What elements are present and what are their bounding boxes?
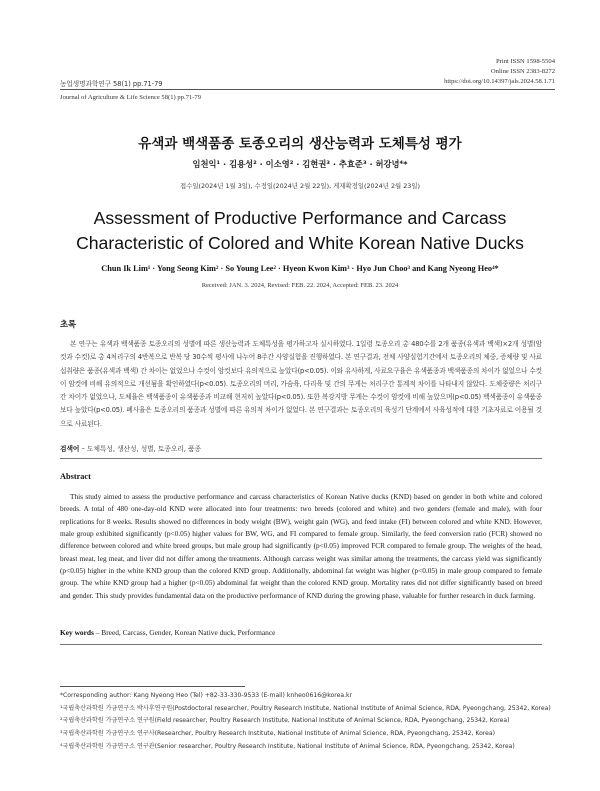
footnote-affiliation-1: ¹국립축산과학원 가금연구소 박사후연구원(Postdoctoral researcher, Poultry Research Institute, National Institute of Animal Science, RDA, Pyeongchang, 25342, Korea) (60, 704, 551, 712)
english-abstract: This study aimed to assess the productive performance and carcass characteristics of Korean Native ducks (KND) based on gender in both white and colored breeds. A total of 480 one-day-old KND were allocated into four treatments: two breeds (colored and white) and two genders (female and male), with four replications for 8 weeks. Results showed no differences in body weight (BW), weight gain (WG), and feed intake (FI) between colored and white KND. However, male group exhibited significantly (p<0.05) higher values for BW, WG, and FI compared to female group. Similarly, the feed conversion ratio (FCR) showed no difference between colored and white breed groups, but male group had significantly (p<0.05) improved FCR compared to female group. The weights of the head, breast meat, leg meat, and liver did not differ among the treatments. Although carcass weight was similar among the treatments, the carcass yield was significantly (p<0.05) higher in the white KND group than the colored KND group. Additionally, abdominal fat weight was higher (p<0.05) in male group compared to female group. The white KND group had a higher (p<0.05) abdominal fat weight than the colored KND group. Mortality rates did not differ significantly based on breed and gender. This study provides fundamental data on the productive performance of KND during the growing phase, valuable for further research in duck farming. (60, 492, 542, 600)
korean-authors: 임천익¹ · 김용성² · 이소영² · 김현권³ · 추효준³ · 허강녕⁴* (192, 159, 408, 169)
korean-abstract-heading: 초록 (60, 319, 77, 329)
journal-name-english: Journal of Agriculture & Life Science 58(1) pp.71-79 (60, 94, 201, 101)
print-issn: Print ISSN 1598-5504 (496, 58, 555, 65)
journal-name-korean: 농업생명과학연구 58(1) pp.71-79 (60, 80, 163, 88)
korean-keywords (60, 443, 201, 453)
english-authors: Chun Ik Lim¹ · Yong Seong Kim² · So Young Lee² · Hyeon Kwon Kim³ · Hyo Jun Choo³ and Kang Nyeong Heo⁴* (101, 264, 499, 273)
korean-abstract: 본 연구는 유색과 백색품종 토종오리의 성별에 따른 생산능력과 도체특성을 평가하고자 실시하였다. 1일령 토종오리 총 480수를 2개 품종(유색과 백색)×2개 성별(암컷과 수컷)로 총 4처리구의 4반복으로 반복 당 30수씩 평사에 나누어 8주간 사양실험을 진행하였다. 본 연구결과, 전체 사양실험기간에서 토종오리의 체중, 증체량 및 사료섭취량은 품종(유색과 백색) 간 차이는 없었으나 수컷이 암컷보다 유의적으로 높았다(p<0.05). 이와 유사하게, 사료요구율은 유색품종과 백색품종의 차이가 없었으나 수컷이 암컷에 비해 유의적으로 개선됨을 확인하였다(p<0.05). 토종오리의 머리, 가슴육, 다리육 및 간의 무게는 처리구간 통계적 차이를 나타내지 않았다. 도체중량은 처리구간 차이가 없었으나, 도체율은 백색품종이 유색품종과 비교해 현저히 높았다(p<0.05). 또한 복강지방 무게는 수컷이 암컷에 비해 높았으며(p<0.05) 백색품종이 유색품종보다 높았다(p<0.05). 폐사율은 토종오리의 품종과 성별에 따른 유의적 차이가 없었다. 본 연구결과는 토종오리의 육성기 단계에서 사육성적에 대한 기초자료로 이용될 것으로 사료된다. (60, 340, 542, 428)
english-dates: Received: JAN. 3. 2024, Revised: FEB. 22. 2024, Accepted: FEB. 23. 2024 (201, 282, 399, 289)
header-divider (60, 89, 555, 90)
footnote-affiliation-2: ²국립축산과학원 가금연구소 연구원(Field researcher, Poultry Research Institute, National Institute of Animal Science, RDA, Pyeongchang, 25342, Korea) (60, 717, 510, 725)
footnote-affiliation-4: ⁴국립축산과학원 가금연구소 연구관(Senior researcher, Poultry Research Institute, National Institute of Animal Science, RDA, Pyeongchang, 25342, Korea) (60, 742, 515, 750)
footnote-divider (60, 686, 245, 687)
section-divider-bottom (60, 644, 542, 645)
english-keywords-label: Key words (60, 628, 94, 637)
korean-title: 유색과 백색품종 토종오리의 생산능력과 도체특성 평가 (138, 136, 462, 152)
footnote-affiliation-3: ³국립축산과학원 가금연구소 연구사(Researcher, Poultry Research Institute, National Institute of Animal Science, RDA, Pyeongchang, 25342, Korea) (60, 730, 496, 738)
english-abstract-heading: Abstract (60, 472, 91, 481)
doi-link[interactable]: https://doi.org/10.14397/jals.2024.58.1.71 (444, 78, 555, 85)
korean-keywords-label: 검색어 (60, 445, 80, 453)
english-keywords-text: – Breed, Carcass, Gender, Korean Native duck, Performance (95, 628, 276, 637)
footnotes (60, 690, 550, 754)
section-divider (60, 458, 542, 459)
english-title: Assessment of Productive Performance and Carcass Characteristic of Colored and White Korean Native Ducks (76, 208, 524, 253)
online-issn: Online ISSN 2383-8272 (490, 68, 555, 75)
footnote-corresponding: *Corresponding author: Kang Nyeong Heo (Tel) +82-33-330-9533 (E-mail) knheo0616@korea.kr (60, 692, 353, 699)
english-keywords (60, 628, 275, 637)
korean-dates: 접수일(2024년 1월 3일), 수정일(2024년 2월 22일), 게재확정일(2024년 2월 23일) (179, 182, 421, 190)
korean-keywords-text: – 도체특성, 생산성, 성별, 토종오리, 품종 (81, 445, 201, 453)
